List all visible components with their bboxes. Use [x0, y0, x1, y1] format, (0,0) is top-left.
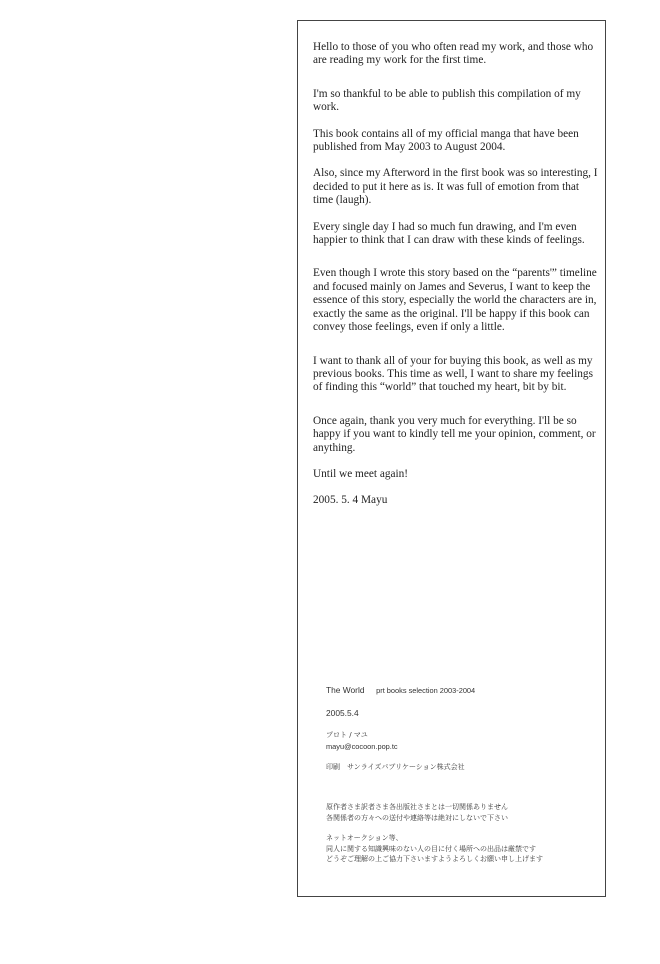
page-frame — [297, 20, 606, 897]
notice-line: 同人に関する知識興味のない人の目に付く場所への出品は厳禁です — [326, 844, 536, 853]
afterword-text — [313, 41, 598, 521]
paragraph: I'm so thankful to be able to publish this compilation of my work. — [313, 87, 581, 114]
notice-line: どうぞご理解の上ご協力下さいますようよろしくお願い申し上げます — [326, 855, 543, 863]
paragraph: Once again, thank you very much for everything. I'll be so happy if you want to kindly tell me your opinion, comment, or anything. — [313, 414, 596, 454]
paragraph: This book contains all of my official manga that have been published from May 2003 to August 2004. — [313, 127, 579, 154]
author: プロト / マユ — [326, 731, 368, 739]
paragraph: Even though I wrote this story based on the “parents'” timeline and focused mainly on James and Severus, I want to keep the essence of this story, especially the world the characters are in, exactly the same as the original. I'll be happy if this book can convey those feelings, even if only a little. — [313, 267, 597, 334]
paragraph: Also, since my Afterword in the first book was so interesting, I decided to put it here as is. It was full of emotion from that time (laugh). — [313, 167, 598, 207]
book-title: The World — [326, 685, 365, 695]
paragraph: I want to thank all of your for buying this book, as well as my previous books. This time as well, I want to share my feelings of finding this “world” that touched my heart, bit by bit. — [313, 354, 593, 394]
colophon — [326, 685, 543, 865]
signature-date: 2005. 5. 4 Mayu — [313, 494, 388, 507]
publish-date: 2005.5.4 — [326, 708, 359, 718]
book-subtitle: prt books selection 2003-2004 — [376, 686, 476, 695]
paragraph: Until we meet again! — [313, 467, 409, 480]
paragraph: Hello to those of you who often read my work, and those who are reading my work for the first time. — [313, 41, 594, 67]
notice-line: ネットオークション等、 — [326, 834, 403, 842]
notice-line: 原作者さま訳者さま各出版社さまとは一切関係ありません — [326, 803, 508, 811]
printer: 印刷 サンライズパブリケーション株式会社 — [326, 762, 465, 771]
email: mayu@cocoon.pop.tc — [326, 741, 398, 751]
paragraph: Every single day I had so much fun drawing, and I'm even happier to think that I can draw with these kinds of feelings. — [313, 220, 585, 247]
notice-line: 各関係者の方々への送付や連絡等は絶対にしないで下さい — [326, 813, 508, 822]
